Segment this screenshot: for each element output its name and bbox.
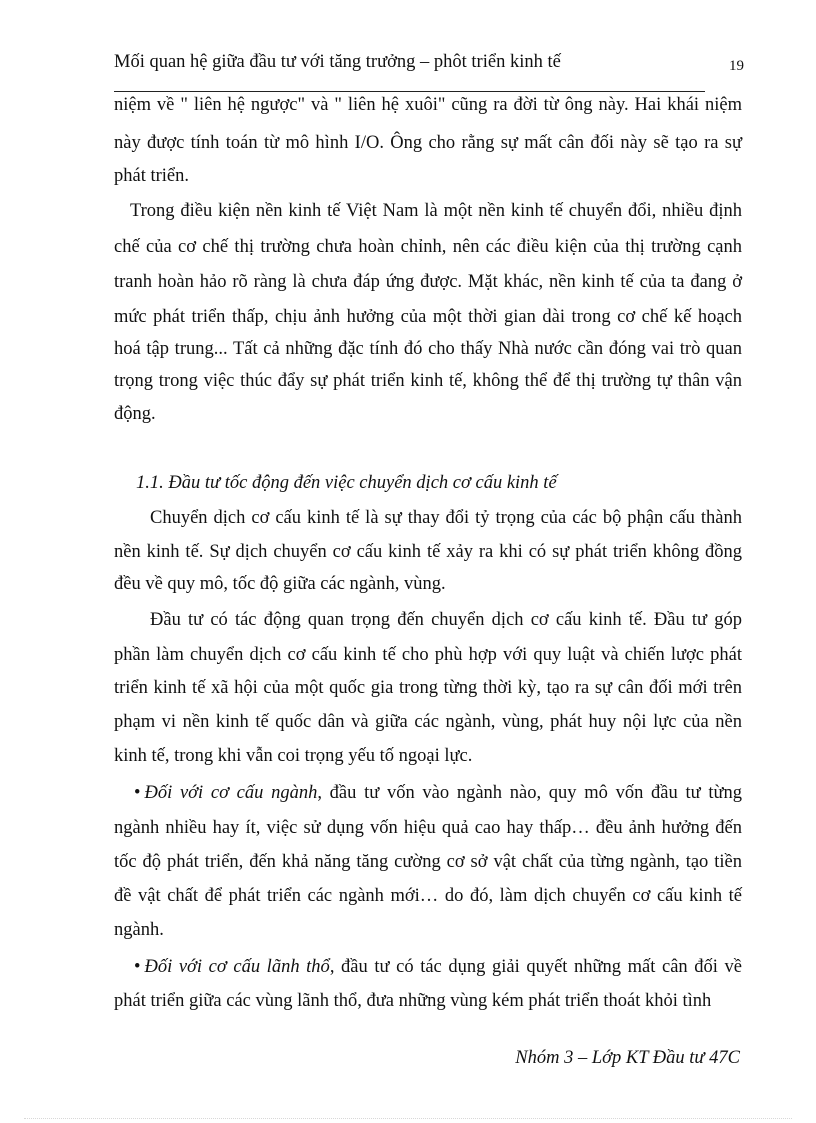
body-line: đề vật chất để phát triển các ngành mới… do đó, làm dịch chuyển cơ cấu kinh tế <box>114 886 742 906</box>
body-line: Đầu tư có tác động quan trọng đến chuyển dịch cơ cấu kinh tế. Đầu tư góp <box>150 610 742 630</box>
body-line: ngành. <box>114 920 164 940</box>
bullet-lead: Đối với cơ cấu ngành <box>144 783 318 803</box>
page-footer: Nhóm 3 – Lớp KT Đầu tư 47C <box>515 1048 740 1068</box>
bullet-marker: • <box>134 783 141 803</box>
body-line: động. <box>114 404 156 424</box>
body-line: niệm về " liên hệ ngược" và " liên hệ xuôi" cũng ra đời từ ông này. Hai khái niệm <box>114 95 742 115</box>
body-line: này được tính toán từ mô hình I/O. Ông cho rằng sự mất cân đối này sẽ tạo ra sự <box>114 133 742 153</box>
body-line: nền kinh tế. Sự dịch chuyển cơ cấu kinh tế xảy ra khi có sự phát triển không đồng <box>114 542 742 562</box>
body-line: triển kinh tế xã hội của một quốc gia trong từng thời kỳ, tạo ra sự cân đối mới trên <box>114 678 742 698</box>
bullet-lead: Đối với cơ cấu lãnh thổ <box>144 957 330 977</box>
body-line: phần làm chuyển dịch cơ cấu kinh tế cho phù hợp với quy luật và chiến lược phát <box>114 645 742 665</box>
bullet-item <box>134 952 742 982</box>
body-line: hoá tập trung... Tất cả những đặc tính đó cho thấy Nhà nước cần đóng vai trò quan <box>114 339 742 359</box>
page-bottom-border <box>24 1118 792 1119</box>
body-line: tranh hoàn hảo rõ ràng là chưa đáp ứng được. Mặt khác, nền kinh tế của ta đang ở <box>114 272 742 292</box>
body-line: kinh tế, trong khi vẫn coi trọng yếu tố ngoại lực. <box>114 746 473 766</box>
bullet-marker: • <box>134 957 141 977</box>
header-title: Mối quan hệ giữa đầu tư với tăng trưởng – phôt triển kinh tế <box>114 52 561 72</box>
body-line: phạm vi nền kinh tế quốc dân và giữa các ngành, vùng, phát huy nội lực của nền <box>114 712 742 732</box>
body-line: Trong điều kiện nền kinh tế Việt Nam là một nền kinh tế chuyển đổi, nhiều định <box>130 201 742 221</box>
body-line: đều về quy mô, tốc độ giữa các ngành, vùng. <box>114 574 446 594</box>
body-line: chế của cơ chế thị trường chưa hoàn chỉnh, nên các điều kiện của thị trường cạnh <box>114 237 742 257</box>
bullet-item <box>134 778 742 808</box>
body-line: phát triển. <box>114 166 190 186</box>
bullet-text: , đầu tư có tác dụng giải quyết những mất cân đối về <box>329 957 742 977</box>
body-line: trọng trong việc thúc đẩy sự phát triển kinh tế, không thể để thị trường tự thân vận <box>114 371 742 391</box>
body-line: ngành nhiều hay ít, việc sử dụng vốn hiệu quả cao hay thấp… đều ảnh hưởng đến <box>114 818 742 838</box>
section-heading: 1.1. Đầu tư tốc động đến việc chuyển dịch cơ cấu kinh tế <box>136 473 557 493</box>
body-line: phát triển giữa các vùng lãnh thổ, đưa những vùng kém phát triển thoát khỏi tình <box>114 991 712 1011</box>
body-line: mức phát triển thấp, chịu ảnh hưởng của một thời gian dài trong cơ chế kế hoạch <box>114 307 742 327</box>
body-line: Chuyển dịch cơ cấu kinh tế là sự thay đổi tỷ trọng của các bộ phận cấu thành <box>150 508 742 528</box>
body-line: tốc độ phát triển, đến khả năng tăng cường cơ sở vật chất của từng ngành, tạo tiền <box>114 852 742 872</box>
bullet-text: , đầu tư vốn vào ngành nào, quy mô vốn đầu tư từng <box>317 783 742 803</box>
page-number: 19 <box>729 58 744 74</box>
